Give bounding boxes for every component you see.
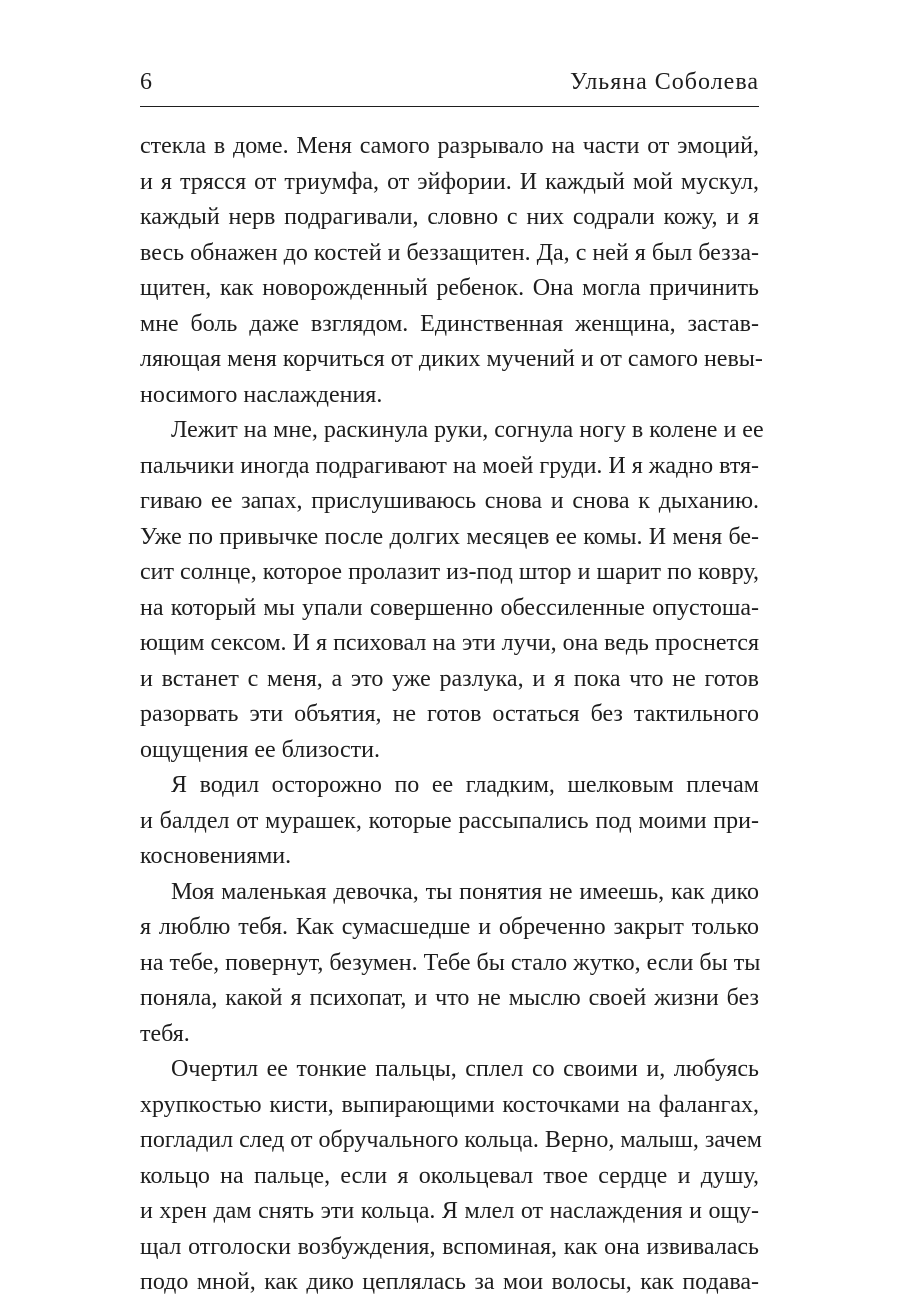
text-line: щитен, как новорожденный ребенок. Она могла причинить — [140, 275, 759, 301]
text-line: хрупкостью кисти, выпирающими косточками на фалангах, — [140, 1091, 759, 1118]
text-line: Моя маленькая девочка, ты понятия не имеешь, как дико — [171, 878, 759, 905]
page-number: 6 — [140, 69, 152, 95]
text-line: тебя. — [140, 1020, 190, 1047]
text-line: косновениями. — [140, 843, 292, 869]
text-line: подо мной, как дико цеплялась за мои волосы, как подава- — [140, 1269, 759, 1295]
text-line: Я водил осторожно по ее гладким, шелковым плечам — [171, 772, 759, 798]
text-line: щал отголоски возбуждения, вспоминая, как она извивалась — [140, 1233, 759, 1260]
running-head-author: Ульяна Соболева — [570, 69, 759, 95]
text-line: сит солнце, которое пролазит из-под штор и шарит по ковру, — [140, 559, 759, 585]
text-line: каждый нерв подрагивали, словно с них содрали кожу, и я — [140, 204, 759, 230]
text-line: стекла в доме. Меня самого разрывало на части от эмоций, — [140, 133, 759, 159]
text-line: ляющая меня корчиться от диких мучений и от самого невы- — [140, 346, 763, 372]
header-divider — [140, 106, 759, 107]
text-line: Уже по привычке после долгих месяцев ее комы. И меня бе- — [140, 523, 759, 550]
text-line: носимого наслаждения. — [140, 381, 383, 408]
text-line: погладил след от обручального кольца. Верно, малыш, зачем — [140, 1127, 762, 1153]
text-line: ющим сексом. И я психовал на эти лучи, она ведь проснется — [140, 630, 759, 656]
text-line: я люблю тебя. Как сумасшедше и обреченно закрыт только — [140, 914, 759, 940]
text-line: мне боль даже взглядом. Единственная женщина, застав- — [140, 310, 759, 337]
text-line: и хрен дам снять эти кольца. Я млел от наслаждения и ощу- — [140, 1198, 759, 1224]
text-line: разорвать эти объятия, не готов остаться без тактильного — [140, 701, 759, 727]
text-line: Очертил ее тонкие пальцы, сплел со своими и, любуясь — [171, 1056, 759, 1082]
text-line: кольцо на пальце, если я окольцевал твое сердце и душу, — [140, 1162, 759, 1189]
text-line: пальчики иногда подрагивают на моей груди. И я жадно втя- — [140, 452, 760, 479]
body-text — [140, 129, 764, 1301]
text-line: на тебе, повернут, безумен. Тебе бы стало жутко, если бы ты — [140, 949, 761, 976]
text-line: и встанет с меня, а это уже разлука, и я пока что не готов — [140, 665, 759, 692]
text-line: поняла, какой я психопат, и что не мыслю своей жизни без — [140, 985, 759, 1011]
text-line: Лежит на мне, раскинула руки, согнула ногу в колене и ее — [171, 417, 764, 443]
text-line: гиваю ее запах, прислушиваюсь снова и снова к дыханию. — [140, 488, 759, 514]
text-line: и я трясся от триумфа, от эйфории. И каждый мой мускул, — [140, 168, 759, 195]
page-header — [140, 66, 759, 106]
text-line: ощущения ее близости. — [140, 736, 380, 763]
text-line: весь обнажен до костей и беззащитен. Да, с ней я был безза- — [140, 239, 759, 266]
text-line: и балдел от мурашек, которые рассыпались под моими при- — [140, 807, 759, 834]
text-line: на который мы упали совершенно обессиленные опустоша- — [140, 594, 759, 621]
